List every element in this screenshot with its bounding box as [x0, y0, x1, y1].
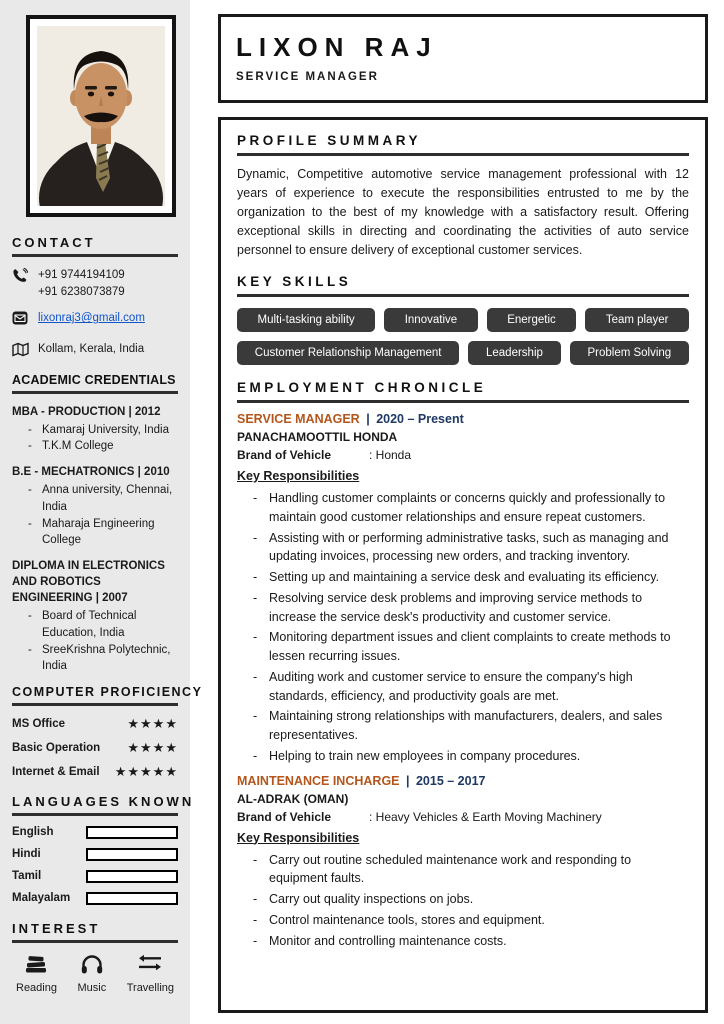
location-text: Kollam, Kerala, India [38, 343, 145, 356]
degree-title: MBA - PRODUCTION | 2012 [12, 405, 161, 418]
language-label: Tamil [12, 870, 42, 883]
languages-heading: LANGUAGES KNOWN [12, 794, 178, 816]
candidate-name: LIXON RAJ [236, 32, 438, 62]
key-responsibilities-heading: Key Responsibilities [237, 469, 360, 483]
dash-bullet [253, 851, 269, 889]
map-location-icon [12, 341, 30, 363]
responsibility-item: - Assisting with or performing administrative tasks, such as managing and updating invoices, processing new orders, and tracking inventory. [237, 529, 689, 567]
proficiency-row [12, 764, 178, 780]
job-separator: | [366, 412, 370, 426]
academic-section [12, 373, 178, 675]
contact-section [12, 235, 178, 363]
dash-bullet [253, 489, 269, 527]
skill-badge: Team player [585, 308, 689, 332]
degree-detail: - Maharaja Engineering College [12, 516, 178, 549]
skill-badge: Innovative [384, 308, 477, 332]
language-level-bar [86, 870, 178, 883]
language-level-bar [86, 826, 178, 839]
interest-label: Music [77, 981, 107, 994]
dash-bullet [253, 589, 269, 627]
dash-bullet [253, 628, 269, 666]
brand-value: : Heavy Vehicles & Earth Moving Machinery [369, 809, 602, 824]
degree-detail: - SreeKrishna Polytechnic, India [12, 642, 178, 675]
dash-bullet [28, 422, 42, 439]
job-period: 2020 – Present [376, 412, 464, 426]
job-separator: | [405, 773, 410, 788]
brand-label: Brand of Vehicle [237, 809, 332, 824]
responsibility-item: - Auditing work and customer service to ensure the company's high standards, efficiency, and productivity goals are met. [237, 668, 689, 706]
job-entry-maintenance-incharge [237, 774, 689, 951]
interest-section [12, 921, 178, 994]
proficiency-label: MS Office [12, 717, 66, 730]
brand-value: : Honda [369, 448, 412, 462]
degree-entry [12, 558, 178, 675]
interest-label: Travelling [126, 981, 174, 994]
dash-bullet [253, 707, 269, 745]
degree-title: B.E - MECHATRONICS | 2010 [12, 466, 170, 479]
degree-detail: - Anna university, Chennai, India [12, 482, 178, 515]
computer-proficiency-section [12, 684, 203, 780]
brand-label: Brand of Vehicle [237, 448, 332, 462]
interest-row [12, 953, 178, 994]
dash-bullet [28, 438, 42, 455]
skill-badge: Energetic [487, 308, 577, 332]
skill-badge: Leadership [468, 341, 560, 365]
email-link[interactable]: lixonraj3@gmail.com [38, 312, 145, 325]
degree-detail: - Board of Technical Education, India [12, 608, 178, 641]
star-rating: ★★★★ [127, 739, 178, 755]
dash-bullet [253, 890, 269, 909]
skill-badge: Customer Relationship Management [237, 341, 459, 365]
dash-bullet [253, 932, 269, 951]
skill-badge: Problem Solving [570, 341, 689, 365]
responsibility-item: - Helping to train new employees in company procedures. [237, 747, 689, 766]
brand-of-vehicle-line [237, 810, 689, 824]
academic-heading: ACADEMIC CREDENTIALS [12, 373, 178, 394]
dash-bullet [253, 668, 269, 706]
job-period: 2015 – 2017 [415, 773, 486, 788]
dash-bullet [253, 911, 269, 930]
interest-heading: INTEREST [12, 921, 178, 943]
interest-item-reading [16, 953, 57, 994]
job-entry-service-manager [237, 412, 689, 766]
degree-entry [12, 464, 178, 549]
degree-detail: - Kamaraj University, India [12, 422, 178, 439]
star-rating: ★★★★ [127, 715, 178, 731]
email-row [12, 310, 178, 331]
responsibilities-list [237, 851, 689, 951]
phone-row [12, 267, 178, 300]
skill-badge: Multi-tasking ability [237, 308, 375, 332]
responsibility-item: - Setting up and maintaining a service desk and evaluating its efficiency. [237, 568, 689, 587]
email-icon [12, 310, 30, 331]
candidate-role: SERVICE MANAGER [236, 71, 379, 83]
employment-chronicle-heading: EMPLOYMENT CHRONICLE [237, 380, 689, 403]
phone-icon [12, 267, 30, 290]
location-row [12, 341, 178, 363]
language-label: Hindi [12, 848, 41, 861]
proficiency-label: Internet & Email [12, 765, 100, 778]
portrait-image [37, 26, 165, 206]
job-title: SERVICE MANAGER [237, 412, 360, 426]
dash-bullet [28, 482, 42, 515]
swap-arrows-icon [127, 953, 174, 977]
responsibility-item: - Carry out routine scheduled maintenance work and responding to equipment faults. [237, 851, 689, 889]
sidebar [0, 0, 203, 1024]
language-level-bar [86, 848, 178, 861]
degree-entry [12, 404, 178, 455]
languages-section [12, 793, 195, 905]
proficiency-row [12, 716, 178, 732]
responsibility-item: - Maintaining strong relationships with manufacturers, dealers, and sales representatives. [237, 707, 689, 745]
language-row [12, 892, 178, 905]
profile-summary-heading: PROFILE SUMMARY [237, 133, 689, 156]
responsibility-item: - Handling customer complaints or concerns quickly and professionally to maintain good customer relationships and ensure repeat customers. [237, 489, 689, 527]
responsibility-item: - Carry out quality inspections on jobs. [237, 890, 689, 909]
phone-number-2: +91 6238073879 [38, 285, 125, 298]
job-title-line [237, 412, 689, 426]
responsibilities-list [237, 489, 689, 766]
key-skills-heading: KEY SKILLS [237, 274, 689, 297]
dash-bullet [253, 529, 269, 567]
key-responsibilities-heading: Key Responsibilities [237, 830, 360, 845]
language-label: English [12, 826, 54, 839]
responsibility-item: - Control maintenance tools, stores and equipment. [237, 911, 689, 930]
profile-photo [26, 15, 176, 217]
contact-heading: CONTACT [12, 235, 178, 257]
language-label: Malayalam [12, 892, 71, 905]
interest-item-travelling [127, 953, 174, 994]
language-row [12, 826, 178, 839]
headphones-icon [77, 953, 106, 977]
dash-bullet [253, 747, 269, 766]
brand-of-vehicle-line [237, 448, 689, 462]
proficiency-label: Basic Operation [12, 741, 101, 754]
dash-bullet [28, 516, 42, 549]
interest-item-music [77, 953, 106, 994]
profile-summary-text: Dynamic, Competitive automotive service management professional with 12 years of experience to execute the responsibilities entrusted to me by the organization to the best of my knowledge with a satisfactory result. Offering exceptional skills in directing and coordinating the activities of auto service personnel to ensure delivery of exceptional customer services. [237, 167, 689, 257]
dash-bullet [28, 608, 42, 641]
responsibility-item: - Monitoring department issues and client complaints to create methods to lessen recurring issues. [237, 628, 689, 666]
company-name: PANACHAMOOTTIL HONDA [237, 430, 398, 444]
interest-label: Reading [16, 981, 57, 994]
skills-badges [237, 308, 689, 365]
responsibility-item: - Monitor and controlling maintenance costs. [237, 932, 689, 951]
job-title-line [237, 774, 689, 788]
language-row [12, 848, 178, 861]
language-level-bar [86, 892, 178, 905]
language-row [12, 870, 178, 883]
phone-numbers [38, 267, 125, 300]
books-icon [16, 953, 57, 977]
responsibility-item: - Resolving service desk problems and improving service methods to increase the service desk's productivity and customer service. [237, 589, 689, 627]
name-header-box [218, 14, 708, 103]
company-name: AL-ADRAK (OMAN) [237, 791, 349, 806]
proficiency-row [12, 740, 178, 756]
phone-number-1: +91 9744194109 [38, 269, 125, 281]
dash-bullet [253, 568, 269, 587]
main-content-box [218, 117, 708, 1013]
computer-heading: COMPUTER PROFICIENCY [12, 685, 178, 706]
degree-title: DIPLOMA IN ELECTRONICS AND ROBOTICS ENGINEERING | 2007 [12, 559, 165, 605]
degree-detail: - T.K.M College [12, 438, 178, 455]
star-rating: ★★★★★ [114, 763, 178, 779]
job-title: MAINTENANCE INCHARGE [237, 773, 400, 788]
dash-bullet [28, 642, 42, 675]
